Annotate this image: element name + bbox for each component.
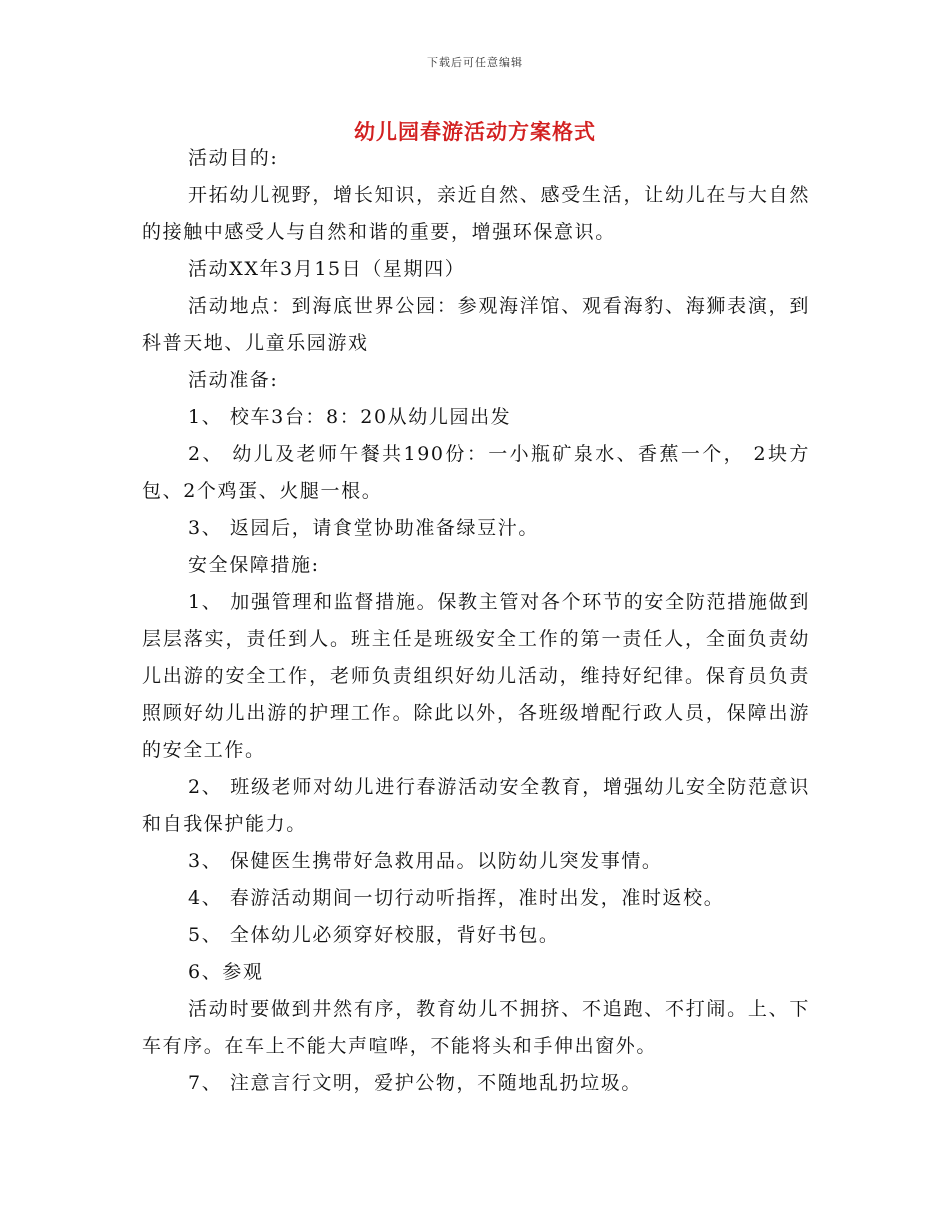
paragraph-preparation-item-2: 2、 幼儿及老师午餐共190份：一小瓶矿泉水、香蕉一个， 2块方包、2个鸡蛋、火腿一根。	[142, 443, 810, 502]
paragraph-preparation-heading: 活动准备:	[188, 369, 279, 391]
document-title: 幼儿园春游活动方案格式	[354, 120, 596, 144]
paragraph-purpose-heading: 活动目的:	[188, 147, 279, 169]
paragraph-preparation-item-3: 3、 返园后，请食堂协助准备绿豆汁。	[188, 517, 539, 539]
paragraph-safety-item-4: 4、 春游活动期间一切行动听指挥，准时出发，准时返校。	[188, 887, 725, 909]
document-body	[142, 140, 810, 1102]
paragraph-safety-item-7: 7、 注意言行文明，爱护公物，不随地乱扔垃圾。	[188, 1072, 642, 1094]
paragraph-safety-item-5: 5、 全体幼儿必须穿好校服，背好书包。	[188, 924, 560, 946]
paragraph-safety-item-6: 6、参观	[188, 961, 264, 983]
paragraph-location: 活动地点：到海底世界公园：参观海洋馆、观看海豹、海狮表演，到科普天地、儿童乐园游戏	[142, 295, 810, 354]
paragraph-safety-item-2: 2、 班级老师对幼儿进行春游活动安全教育，增强幼儿安全防范意识和自我保护能力。	[142, 776, 810, 835]
paragraph-date: 活动XX年3月15日（星期四）	[188, 258, 466, 280]
paragraph-safety-item-1: 1、 加强管理和监督措施。保教主管对各个环节的安全防范措施做到层层落实，责任到人。班主任是班级安全工作的第一责任人，全面负责幼儿出游的安全工作，老师负责组织好幼儿活动，维持好纪律。保育员负责照顾好幼儿出游的护理工作。除此以外，各班级增配行政人员，保障出游的安全工作。	[142, 591, 810, 761]
paragraph-purpose-text: 开拓幼儿视野，增长知识，亲近自然、感受生活，让幼儿在与大自然的接触中感受人与自然和谐的重要，增强环保意识。	[142, 184, 810, 243]
paragraph-safety-item-3: 3、 保健医生携带好急救用品。以防幼儿突发事情。	[188, 850, 663, 872]
paragraph-preparation-item-1: 1、 校车3台：8：20从幼儿园出发	[188, 406, 512, 428]
paragraph-visit-rules: 活动时要做到井然有序，教育幼儿不拥挤、不追跑、不打闹。上、下车有序。在车上不能大声喧哗，不能将头和手伸出窗外。	[142, 998, 810, 1057]
page-header-note: 下载后可任意编辑	[427, 56, 523, 69]
paragraph-safety-heading: 安全保障措施:	[188, 554, 320, 576]
